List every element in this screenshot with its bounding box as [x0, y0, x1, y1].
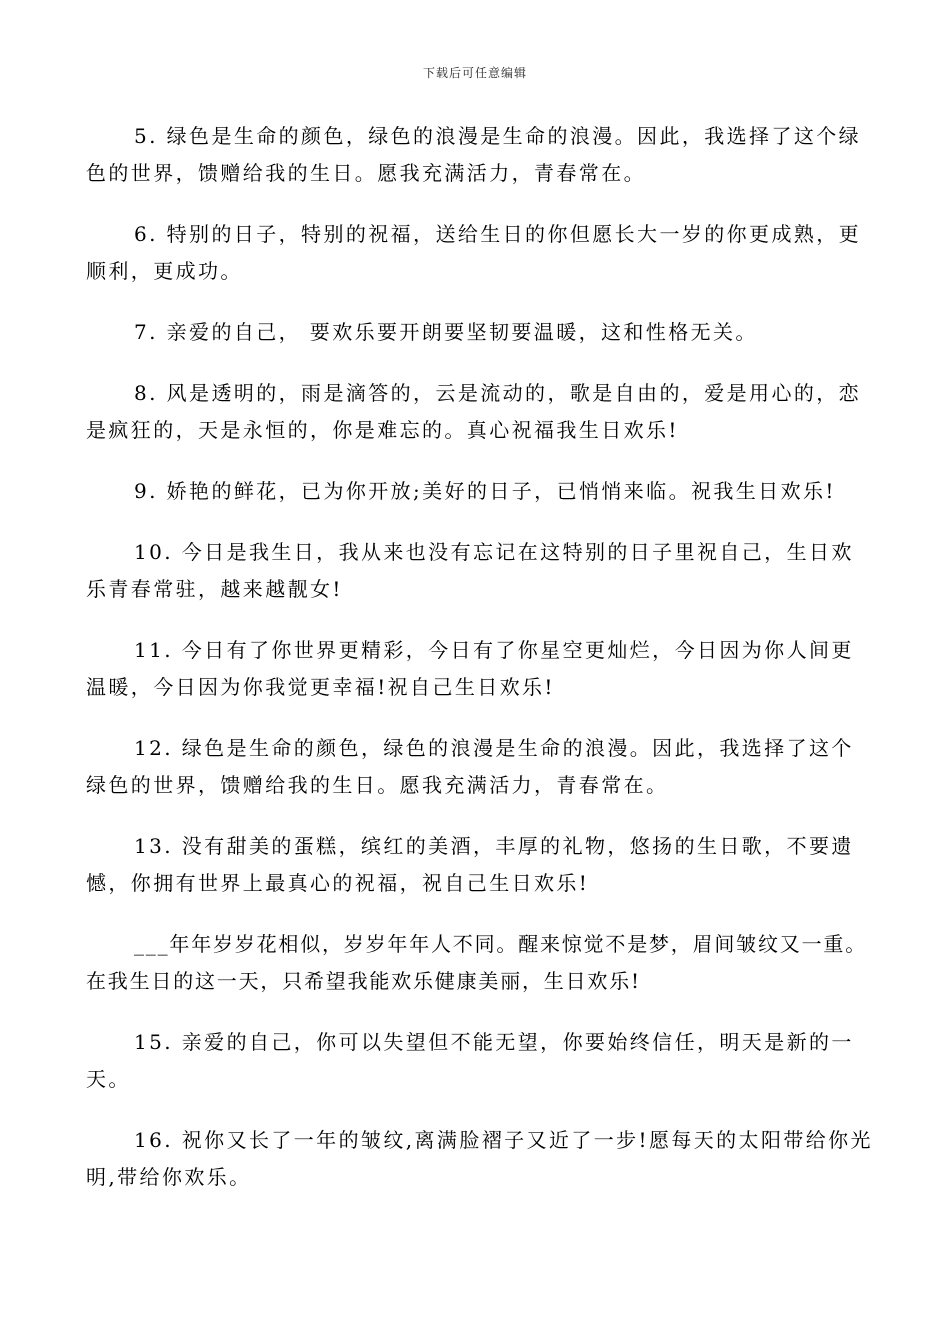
page-header: 下载后可任意编辑 — [422, 66, 527, 80]
paragraph-7: 7. 亲爱的自己， 要欢乐要开朗要坚韧要温暖，这和性格无关。 — [134, 320, 758, 344]
paragraph-14: ___年年岁岁花相似，岁岁年年人不同。醒来惊觉不是梦，眉间皱纹又一重。在我生日的这一天，只希望我能欢乐健康美丽，生日欢乐! — [86, 932, 867, 993]
paragraph-13: 13. 没有甜美的蛋糕，缤红的美酒，丰厚的礼物，悠扬的生日歌，不要遗憾，你拥有世界上最真心的祝福，祝自己生日欢乐! — [86, 834, 854, 895]
paragraph-10: 10. 今日是我生日，我从来也没有忘记在这特别的日子里祝自己，生日欢乐青春常驻，越来越靓女! — [86, 540, 854, 601]
paragraph-16: 16. 祝你又长了一年的皱纹,离满脸褶子又近了一步!愿每天的太阳带给你光明,带给你欢乐。 — [86, 1128, 873, 1189]
paragraph-5: 5. 绿色是生命的颜色，绿色的浪漫是生命的浪漫。因此，我选择了这个绿色的世界，馈赠给我的生日。愿我充满活力，青春常在。 — [86, 124, 862, 185]
paragraph-12: 12. 绿色是生命的颜色，绿色的浪漫是生命的浪漫。因此，我选择了这个绿色的世界，馈赠给我的生日。愿我充满活力，青春常在。 — [86, 736, 854, 797]
paragraph-15: 15. 亲爱的自己，你可以失望但不能无望，你要始终信任，明天是新的一天。 — [86, 1030, 854, 1091]
paragraph-9: 9. 娇艳的鲜花，已为你开放;美好的日子，已悄悄来临。祝我生日欢乐! — [134, 479, 836, 503]
paragraph-6: 6. 特别的日子，特别的祝福，送给生日的你但愿长大一岁的你更成熟，更顺利，更成功。 — [86, 222, 862, 283]
paragraph-8: 8. 风是透明的，雨是滴答的，云是流动的，歌是自由的，爱是用心的，恋是疯狂的，天是永恒的，你是难忘的。真心祝福我生日欢乐! — [86, 381, 862, 442]
document-body — [86, 118, 876, 1220]
paragraph-11: 11. 今日有了你世界更精彩，今日有了你星空更灿烂，今日因为你人间更温暖，今日因为你我觉更幸福!祝自己生日欢乐! — [86, 638, 854, 699]
